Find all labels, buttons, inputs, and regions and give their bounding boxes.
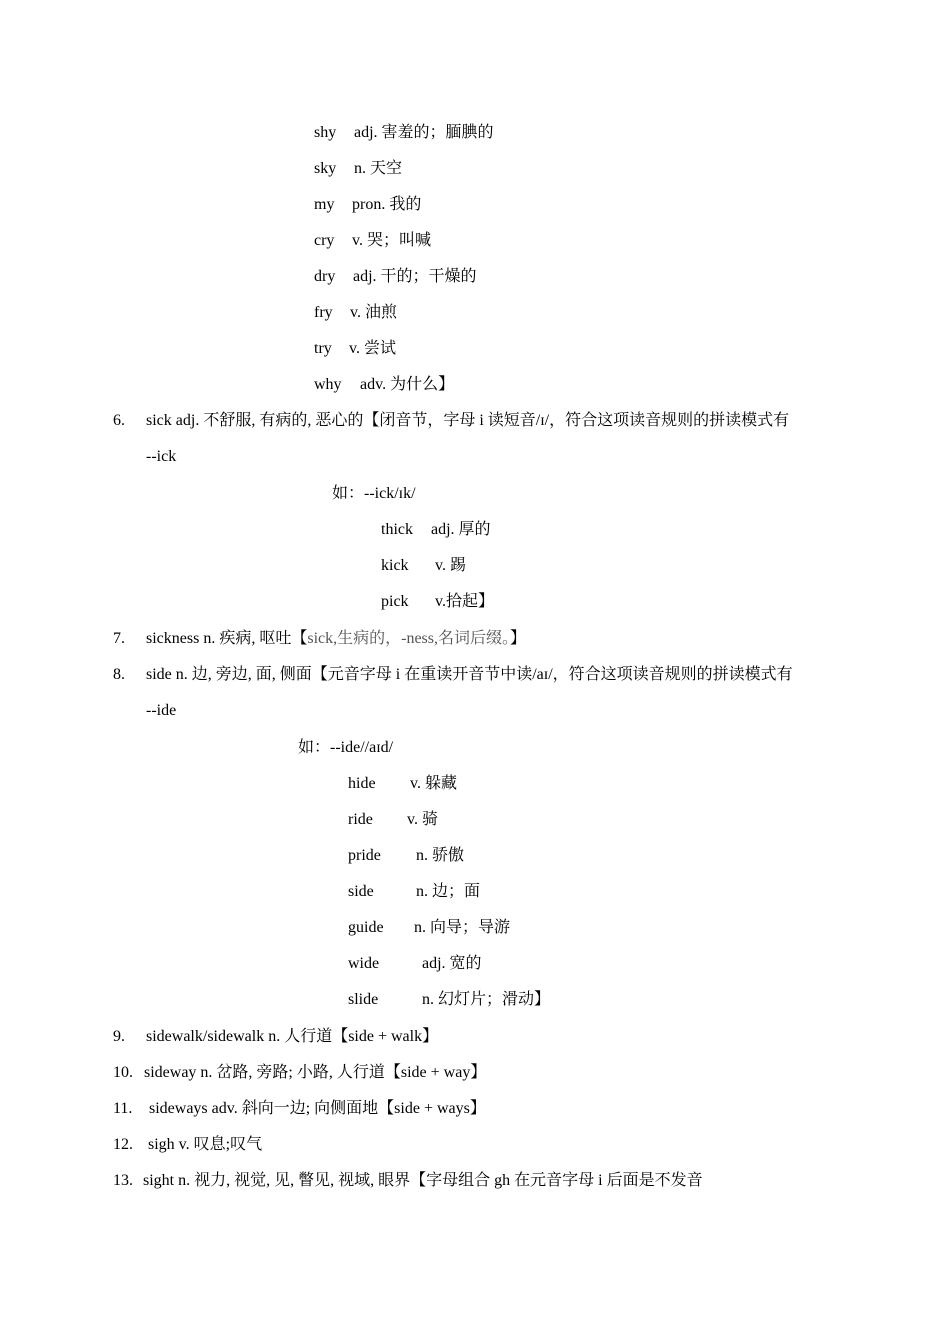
entry-number: 11. bbox=[113, 1100, 133, 1117]
entry-number: 6. bbox=[113, 412, 125, 429]
word: cry bbox=[314, 232, 335, 249]
word: wide bbox=[348, 955, 380, 972]
word: try bbox=[314, 340, 332, 357]
definition: adj. 宽的 bbox=[422, 955, 482, 972]
entry-9 bbox=[113, 1027, 438, 1047]
word: my bbox=[314, 196, 335, 213]
list-item bbox=[314, 123, 494, 143]
list-item bbox=[314, 339, 396, 359]
definition: v. 油煎 bbox=[350, 304, 397, 321]
entry-text: sigh v. 叹息;叹气 bbox=[148, 1136, 263, 1153]
entry-text: sick adj. 不舒服, 有病的, 恶心的【闭音节，字母 i 读短音/ɪ/，符合这项读音规则的拼读模式有 bbox=[146, 412, 790, 429]
pattern-label: 如：--ick/ɪk/ bbox=[332, 485, 416, 502]
list-item bbox=[348, 774, 457, 794]
word: sky bbox=[314, 160, 337, 177]
word: hide bbox=[348, 775, 376, 792]
list-item bbox=[314, 159, 402, 179]
definition: adj. 干的；干燥的 bbox=[353, 268, 477, 285]
list-item bbox=[314, 231, 431, 251]
list-item bbox=[348, 810, 438, 830]
definition: n. 天空 bbox=[354, 160, 403, 177]
list-item bbox=[314, 303, 397, 323]
list-item bbox=[348, 882, 480, 902]
definition: adv. 为什么】 bbox=[360, 376, 455, 393]
definition: v. 尝试 bbox=[349, 340, 396, 357]
entry-number: 12. bbox=[113, 1136, 133, 1153]
list-item bbox=[314, 267, 477, 287]
word: thick bbox=[381, 521, 413, 538]
entry-6 bbox=[113, 411, 789, 431]
word: guide bbox=[348, 919, 384, 936]
pattern-label: 如：--ide//aɪd/ bbox=[298, 739, 394, 756]
definition: n. 骄傲 bbox=[416, 847, 465, 864]
word: pride bbox=[348, 847, 381, 864]
entry-number: 9. bbox=[113, 1028, 125, 1045]
entry-7 bbox=[113, 629, 526, 649]
word: ride bbox=[348, 811, 373, 828]
bracket-close: 】 bbox=[510, 630, 527, 647]
entry-text: sideway n. 岔路, 旁路; 小路, 人行道【side + way】 bbox=[144, 1064, 487, 1081]
entry-number: 7. bbox=[113, 630, 125, 647]
definition: v.拾起】 bbox=[435, 593, 494, 610]
definition: v. 躲藏 bbox=[410, 775, 457, 792]
definition: adj. 害羞的；腼腆的 bbox=[354, 124, 494, 141]
definition: pron. 我的 bbox=[352, 196, 422, 213]
list-item bbox=[381, 556, 466, 576]
entry-number: 13. bbox=[113, 1172, 133, 1189]
entry-11 bbox=[113, 1099, 486, 1119]
list-item bbox=[348, 918, 510, 938]
entry-8 bbox=[113, 665, 793, 685]
word: pick bbox=[381, 593, 409, 610]
entry-text: sidewalk/sidewalk n. 人行道【side + walk】 bbox=[146, 1028, 439, 1045]
definition: v. 哭；叫喊 bbox=[352, 232, 431, 249]
definition: n. 边；面 bbox=[416, 883, 481, 900]
definition: n. 向导；导游 bbox=[414, 919, 511, 936]
definition: n. 幻灯片；滑动】 bbox=[422, 991, 551, 1008]
definition: v. 骑 bbox=[407, 811, 438, 828]
entry-text: sight n. 视力, 视觉, 见, 瞥见, 视域, 眼界【字母组合 gh 在元音字母 i 后面是不发音 bbox=[143, 1172, 703, 1189]
list-item bbox=[381, 520, 491, 540]
word: slide bbox=[348, 991, 379, 1008]
entry-note: sick,生病的，-ness,名词后缀。 bbox=[307, 630, 511, 647]
word: fry bbox=[314, 304, 333, 321]
definition: adj. 厚的 bbox=[431, 521, 491, 538]
word: why bbox=[314, 376, 342, 393]
word: shy bbox=[314, 124, 337, 141]
word: kick bbox=[381, 557, 409, 574]
definition: v. 踢 bbox=[435, 557, 466, 574]
list-item bbox=[348, 990, 550, 1010]
word: dry bbox=[314, 268, 336, 285]
list-item bbox=[381, 592, 494, 612]
list-item bbox=[314, 195, 421, 215]
entry-text: sickness n. 疾病, 呕吐【 bbox=[146, 630, 308, 647]
list-item bbox=[348, 846, 464, 866]
entry-8-continuation: --ide bbox=[146, 702, 177, 719]
list-item bbox=[348, 954, 482, 974]
entry-13 bbox=[113, 1171, 703, 1191]
entry-number: 8. bbox=[113, 666, 125, 683]
entry-6-continuation: --ick bbox=[146, 448, 177, 465]
entry-text: sideways adv. 斜向一边; 向侧面地【side + ways】 bbox=[149, 1100, 486, 1117]
list-item bbox=[314, 375, 454, 395]
entry-number: 10. bbox=[113, 1064, 133, 1081]
word: side bbox=[348, 883, 374, 900]
entry-text: side n. 边, 旁边, 面, 侧面【元音字母 i 在重读开音节中读/aɪ/，符合这项读音规则的拼读模式有 bbox=[146, 666, 793, 683]
entry-12 bbox=[113, 1135, 262, 1155]
entry-10 bbox=[113, 1063, 486, 1083]
